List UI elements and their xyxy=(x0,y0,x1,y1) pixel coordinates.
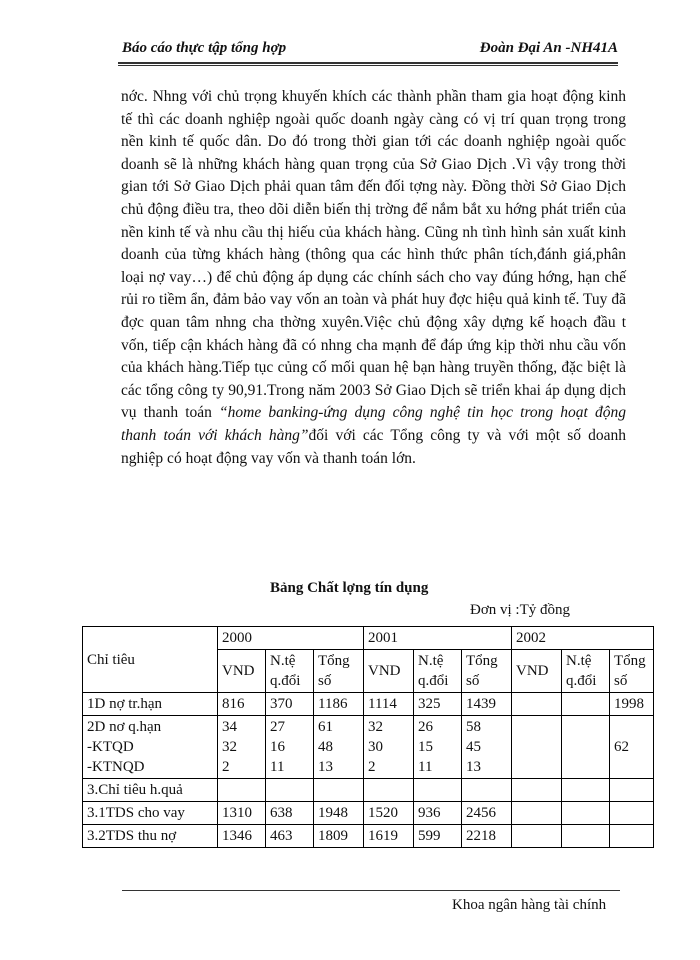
table-cell: 599 xyxy=(414,825,462,848)
header-nte: N.tệ q.đổi xyxy=(266,650,314,693)
table-cell: 370 xyxy=(266,693,314,716)
table-cell xyxy=(562,825,610,848)
table-row xyxy=(83,693,654,716)
table-cell: 1619 xyxy=(364,825,414,848)
table-cell: 61 48 13 xyxy=(314,716,364,779)
table-cell: 2218 xyxy=(462,825,512,848)
row-label: 2D nơ q.hạn -KTQD -KTNQD xyxy=(83,716,218,779)
table-cell: 1809 xyxy=(314,825,364,848)
table-cell: 936 xyxy=(414,802,462,825)
header-nte: N.tệ q.đổi xyxy=(414,650,462,693)
page-footer: Khoa ngân hàng tài chính xyxy=(452,897,607,913)
header-vnd: VND xyxy=(364,650,414,693)
table-cell: 1998 xyxy=(610,693,654,716)
body-paragraph xyxy=(121,86,626,470)
table-row xyxy=(83,716,654,779)
table-cell: 26 15 11 xyxy=(414,716,462,779)
table-title: Bảng Chất lợng tín dụng xyxy=(270,580,429,596)
table-cell: 62 xyxy=(610,716,654,779)
table-header-row-years xyxy=(83,627,654,650)
row-label: 3.1TDS cho vay xyxy=(83,802,218,825)
header-nte: N.tệ q.đổi xyxy=(562,650,610,693)
paragraph-text-end: đối với các Tổng công ty và với một số doanh nghiệp có hoạt động vay vốn và thanh toán lớn. xyxy=(121,426,626,467)
header-year-2001: 2001 xyxy=(364,627,512,650)
table-cell: 463 xyxy=(266,825,314,848)
table-cell xyxy=(562,716,610,779)
header-total: Tổng số xyxy=(462,650,512,693)
table-cell: 1114 xyxy=(364,693,414,716)
table-body xyxy=(83,693,654,848)
row-label: 1D nợ tr.hạn xyxy=(83,693,218,716)
header-total: Tổng số xyxy=(314,650,364,693)
page-header xyxy=(118,36,618,60)
header-indicator: Chỉ tiêu xyxy=(83,627,218,693)
table-cell xyxy=(364,779,414,802)
table-cell xyxy=(266,779,314,802)
table-cell xyxy=(314,779,364,802)
row-label: 3.Chỉ tiêu h.quả xyxy=(83,779,218,802)
header-rule-thin xyxy=(118,65,618,66)
table-cell xyxy=(562,779,610,802)
table-cell xyxy=(512,825,562,848)
table-cell xyxy=(218,779,266,802)
table-cell xyxy=(512,716,562,779)
table-cell: 325 xyxy=(414,693,462,716)
paragraph-text-main: nớc. Nhng với chủ trọng khuyến khích các thành phần tham gia hoạt động kinh tế thì các doanh nghiệp ngoài quốc doanh ngày càng có vị trí quan trọng trong nền kinh tế quốc dân. Do đó trong thời gian tới các doanh nghiệp ngoài quốc doanh sẽ là những khách hàng quan trọng của Sở Giao Dịch .Vì vậy trong thời gian tới Sở Giao Dịch phải quan tâm đến đối tợng này. Đồng thời Sở Giao Dịch chủ động điều tra, theo dõi diễn biến thị trờng để nắm bắt xu hớng phát triển của nền kinh tế và nhu cầu thị hiếu của khách hàng. Cũng nh tình hình sản xuất kinh doanh của từng khách hàng (thông qua các hình thức phân tích,đánh giá,phân loại nợ vay…) để chủ động áp dụng các chính sách cho vay đúng hớng, hạn chế rủi ro tiềm ẩn, đảm bảo vay vốn an toàn và phát huy đợc hiệu quả kinh tế. Tuy đã đợc quan tâm nhng cha thờng xuyên.Việc chủ động xây dựng kế hoạch đầu t vốn, tiếp cận khách hàng đã có nhng cha mạnh để đáp ứng kịp thời nhu cầu vốn của khách hàng.Tiếp tục củng cố mối quan hệ bạn hàng truyền thống, đặc biệt là các tổng công ty 90,91.Trong năm 2003 Sở Giao Dịch sẽ triển khai áp dụng dịch vụ thanh toán xyxy=(121,88,626,422)
footer-rule xyxy=(122,890,620,891)
table-cell: 1439 xyxy=(462,693,512,716)
table-cell xyxy=(610,802,654,825)
table-cell xyxy=(414,779,462,802)
table-cell xyxy=(562,802,610,825)
table-cell: 34 32 2 xyxy=(218,716,266,779)
table-cell xyxy=(610,779,654,802)
header-total: Tổng số xyxy=(610,650,654,693)
table-cell: 1310 xyxy=(218,802,266,825)
table-row xyxy=(83,802,654,825)
table-cell xyxy=(610,825,654,848)
table-cell: 1346 xyxy=(218,825,266,848)
header-vnd: VND xyxy=(218,650,266,693)
paragraph xyxy=(121,86,626,470)
row-label: 3.2TDS thu nợ xyxy=(83,825,218,848)
header-report-title: Báo cáo thực tập tổng hợp xyxy=(122,40,287,56)
table-cell: 1948 xyxy=(314,802,364,825)
table-cell: 1186 xyxy=(314,693,364,716)
header-rule xyxy=(118,62,618,64)
header-year-2002: 2002 xyxy=(512,627,654,650)
paragraph-italic-phrase: “home banking-ứng dụng công nghệ tin học trong hoạt động thanh toán với khách hàng” xyxy=(121,404,626,444)
header-vnd: VND xyxy=(512,650,562,693)
table-cell: 1520 xyxy=(364,802,414,825)
table-cell: 816 xyxy=(218,693,266,716)
header-year-2000: 2000 xyxy=(218,627,364,650)
table-cell: 32 30 2 xyxy=(364,716,414,779)
table-cell xyxy=(562,693,610,716)
table-row xyxy=(83,779,654,802)
table-cell: 27 16 11 xyxy=(266,716,314,779)
table-row xyxy=(83,825,654,848)
table-cell xyxy=(512,779,562,802)
header-author: Đoàn Đại An -NH41A xyxy=(479,40,618,56)
table-cell xyxy=(462,779,512,802)
table-cell xyxy=(512,802,562,825)
table-cell: 2456 xyxy=(462,802,512,825)
table-cell: 58 45 13 xyxy=(462,716,512,779)
credit-quality-table xyxy=(82,626,654,848)
table-unit: Đơn vị :Tỷ đồng xyxy=(470,602,571,618)
table-cell xyxy=(512,693,562,716)
table-cell: 638 xyxy=(266,802,314,825)
